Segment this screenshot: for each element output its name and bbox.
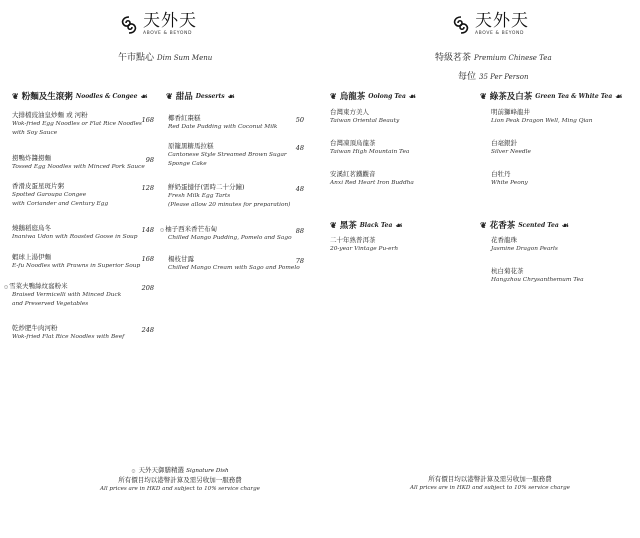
tea-item xyxy=(491,139,531,157)
item-price: 168 xyxy=(141,255,154,263)
item-name-en: Tossed Egg Noodles with Minced Pork Sauce xyxy=(12,164,145,170)
logo-mark-icon xyxy=(118,14,140,36)
item-name-en: Jasmine Dragon Pearls xyxy=(491,246,558,252)
item-name-cn: 椰香紅棗糕 xyxy=(168,114,201,122)
item-name-cn: 台灣凍頂烏龍茶 xyxy=(330,139,376,147)
item-name-cn: 香滑皮蛋星斑片粥 xyxy=(12,182,64,190)
item-name-en: Hangzhou Chrysanthemum Tea xyxy=(491,277,584,283)
item-name-cn: 杭白菊花茶 xyxy=(491,267,524,275)
item-name-cn: 白毫銀針 xyxy=(491,139,517,147)
item-name-en-line2: (Please allow 20 minutes for preparation) xyxy=(168,202,291,208)
ornament-left-icon: ❦ xyxy=(12,91,19,101)
signature-icon: ۞ xyxy=(4,282,9,290)
section-desserts xyxy=(166,90,235,102)
ornament-right-icon: ☙ xyxy=(227,91,235,101)
section-title-cn: 粉麵及生滾粥 xyxy=(21,92,73,102)
service-charge-cn: 所有價目均以港幣計算及需另收加一服務費 xyxy=(118,476,242,484)
signature-legend-cn: 天外天御膳精選 xyxy=(138,466,185,474)
ornament-right-icon: ☙ xyxy=(140,91,148,101)
item-name-en: Red Date Pudding with Coconut Milk xyxy=(168,124,278,130)
item-name-cn: 鮮奶蛋撻仔(需時二十分鐘) xyxy=(168,183,245,191)
item-name-cn: 燒鵝稻庭烏冬 xyxy=(12,224,51,232)
tea-item xyxy=(330,170,414,188)
item-name-cn: 楊枝甘露 xyxy=(168,255,194,263)
tea-item xyxy=(330,236,398,254)
item-price: 148 xyxy=(141,226,154,234)
item-name-en: Taiwan High Mountain Tea xyxy=(330,149,410,155)
section-title-en: Green Tea & White Tea xyxy=(535,92,613,100)
menu-item xyxy=(12,182,108,209)
logo-name-cn: 天外天 xyxy=(475,11,529,31)
signature-legend xyxy=(80,466,280,476)
menu-item-signature xyxy=(4,282,121,309)
section-title-cn: 綠茶及白茶 xyxy=(489,92,533,102)
ornament-left-icon: ❦ xyxy=(330,91,337,101)
menu-item xyxy=(12,253,140,271)
item-name-en: Silver Needle xyxy=(491,149,531,155)
logo-left xyxy=(118,13,197,36)
tea-item xyxy=(491,236,558,254)
item-price: 98 xyxy=(145,156,154,164)
service-charge-cn: 所有價目均以港幣計算及需另收加一服務費 xyxy=(428,475,552,483)
item-price: 128 xyxy=(141,184,154,192)
item-name-cn: 二十年熟普洱茶 xyxy=(330,236,376,244)
item-name-en: Spotted Garoupa Congee xyxy=(12,192,87,198)
item-name-en-line2: with Coriander and Century Egg xyxy=(12,201,109,207)
section-oolong-tea xyxy=(330,90,416,102)
item-name-cn: 台灣東方美人 xyxy=(330,108,369,116)
item-name-en: Lion Peak Dragon Well, Ming Qian xyxy=(491,118,593,124)
tea-item xyxy=(491,170,528,188)
item-name-en-line2: and Preserved Vegetables xyxy=(12,301,89,307)
section-noodles-congee xyxy=(12,90,148,102)
item-name-en: Taiwan Oriental Beauty xyxy=(330,118,400,124)
item-price: 48 xyxy=(295,185,304,193)
item-name-en: White Peony xyxy=(491,180,528,186)
section-title-en: Black Tea xyxy=(359,221,393,229)
item-price: 208 xyxy=(141,284,154,292)
ornament-right-icon: ☙ xyxy=(408,91,417,101)
signature-icon: ۞ xyxy=(160,225,165,233)
service-charge-en: All prices are in HKD and subject to 10% service charge xyxy=(100,486,260,492)
signature-legend-en: Signature Dish xyxy=(186,468,229,474)
ornament-left-icon: ❦ xyxy=(166,91,173,101)
menu-title-cn: 特級茗茶 xyxy=(435,53,472,63)
item-name-en: 20-year Vintage Pu-erh xyxy=(330,246,399,252)
menu-item xyxy=(12,324,124,342)
menu-item xyxy=(168,183,290,210)
dim-sum-menu-title xyxy=(118,50,212,63)
section-title-en: Scented Tea xyxy=(518,221,559,229)
item-name-en: Chilled Mango Pudding, Pomelo and Sago xyxy=(168,235,292,241)
item-name-cn: 白牡丹 xyxy=(491,170,511,178)
item-price: 248 xyxy=(141,326,154,334)
item-name-cn: 撈鴨炸醬撈麵 xyxy=(12,154,51,162)
footer-left xyxy=(80,466,280,494)
item-name-en-line2: with Soy Sauce xyxy=(12,130,58,136)
menu-item xyxy=(168,142,287,169)
item-name-en: Braised Vermicelli with Minced Duck xyxy=(12,292,122,298)
section-black-tea xyxy=(330,219,403,231)
section-title-en: Noodles & Congee xyxy=(75,92,138,100)
item-name-en: Cantonese Style Streamed Brown Sugar xyxy=(168,152,287,158)
item-name-cn: 花香龍珠 xyxy=(491,236,517,244)
menu-title-en: Dim Sum Menu xyxy=(157,54,213,62)
item-name-cn: 原籠黑糖馬拉糕 xyxy=(168,142,214,150)
section-title-cn: 黑茶 xyxy=(339,221,357,231)
item-name-en: Anxi Red Heart Iron Buddha xyxy=(330,180,414,186)
menu-item xyxy=(168,114,277,132)
section-green-white-tea xyxy=(480,90,622,102)
item-price: 48 xyxy=(295,144,304,152)
logo-name-en: ABOVE & BEYOND xyxy=(143,31,193,36)
tea-item xyxy=(491,267,584,285)
footer-right xyxy=(390,475,590,493)
section-title-en: Oolong Tea xyxy=(368,92,406,100)
per-person-cn: 每位 xyxy=(458,72,477,82)
item-price: 88 xyxy=(295,227,304,235)
item-price: 50 xyxy=(295,116,304,124)
menu-title-en: Premium Chinese Tea xyxy=(474,54,552,62)
signature-icon: ۞ xyxy=(131,466,136,474)
logo-name-en: ABOVE & BEYOND xyxy=(475,31,525,36)
section-title-cn: 甜品 xyxy=(175,92,193,102)
ornament-right-icon: ☙ xyxy=(615,91,623,101)
premium-tea-title xyxy=(435,50,552,63)
item-name-en: Chilled Mango Cream with Sago and Pomelo xyxy=(168,265,300,271)
item-name-en: Wok-fried Egg Noodles or Flat Rice Noodles xyxy=(12,121,142,127)
ornament-left-icon: ❦ xyxy=(480,220,487,230)
item-price: 78 xyxy=(295,257,304,265)
ornament-left-icon: ❦ xyxy=(480,91,487,101)
section-title-cn: 花香茶 xyxy=(489,221,516,231)
item-price: 168 xyxy=(141,116,154,124)
section-scented-tea xyxy=(480,219,569,231)
ornament-right-icon: ☙ xyxy=(395,220,403,230)
item-name-cn: 柚子西米香芒布甸 xyxy=(165,225,218,233)
logo-name-cn: 天外天 xyxy=(143,11,197,31)
service-charge-en: All prices are in HKD and subject to 10% service charge xyxy=(410,485,570,491)
menu-item xyxy=(12,111,142,138)
ornament-right-icon: ☙ xyxy=(561,220,569,230)
item-name-cn: 安溪紅茗鐵觀音 xyxy=(330,170,376,178)
item-name-cn: 明前獅峰龍井 xyxy=(491,108,530,116)
logo-right xyxy=(450,13,529,36)
section-title-cn: 烏龍茶 xyxy=(339,92,366,102)
item-name-cn: 大排檔豉油皇炒麵 或 河粉 xyxy=(12,111,88,119)
item-name-cn: 蝦球上湯伊麵 xyxy=(12,253,51,261)
logo-mark-icon xyxy=(450,14,472,36)
section-title-en: Desserts xyxy=(195,92,225,100)
menu-item xyxy=(12,224,138,242)
item-name-en: Wok-fried Flat Rice Noodles with Beef xyxy=(12,334,125,340)
per-person-en: 35 Per Person xyxy=(479,73,529,81)
item-name-cn: 雪菜夫鴨絲炆窩粉米 xyxy=(9,282,68,290)
item-name-en-line2: Sponge Cake xyxy=(168,161,207,167)
per-person-price xyxy=(458,69,528,82)
tea-item xyxy=(330,139,409,157)
ornament-left-icon: ❦ xyxy=(330,220,337,230)
item-name-cn: 乾炒肥牛肉河粉 xyxy=(12,324,58,332)
menu-title-cn: 午市點心 xyxy=(118,53,155,63)
item-name-en: Fresh Milk Egg Tarts xyxy=(168,193,231,199)
item-name-en: Inaniwa Udon with Roasted Goose in Soup xyxy=(12,234,138,240)
tea-item xyxy=(491,108,593,126)
item-name-en: E-fu Noodles with Prawns in Superior Soup xyxy=(12,263,141,269)
menu-item-signature xyxy=(160,225,292,243)
tea-item xyxy=(330,108,399,126)
